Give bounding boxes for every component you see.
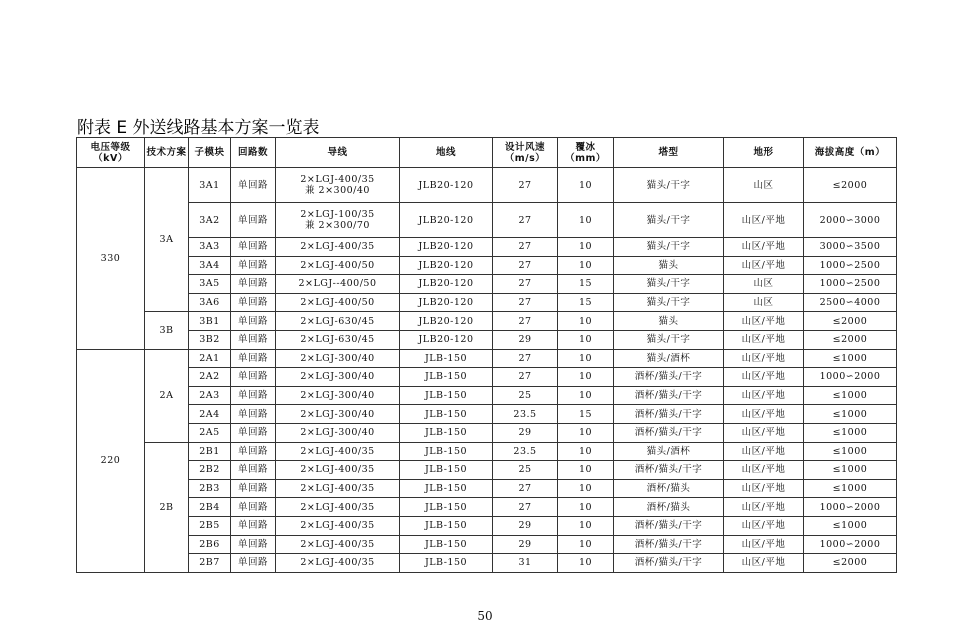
terrain-cell: 山区/平地	[724, 368, 804, 387]
wind-speed-cell: 27	[493, 479, 558, 498]
module-cell: 2B5	[189, 516, 231, 535]
wind-speed-cell: 29	[493, 330, 558, 349]
conductor-line: 2×LGJ-400/50	[300, 297, 375, 309]
conductor-line: 2×LGJ-400/35	[300, 520, 375, 532]
wind-speed-cell: 27	[493, 203, 558, 238]
terrain-cell: 山区/平地	[724, 256, 804, 275]
conductor-cell	[276, 386, 400, 405]
altitude-cell: ≤1000	[804, 349, 897, 368]
table-row	[77, 498, 897, 517]
tower-cell: 猫头	[614, 312, 724, 331]
table-row	[77, 275, 897, 294]
circuits-cell: 单回路	[231, 330, 276, 349]
module-cell: 2B6	[189, 535, 231, 554]
conductor-line: 2×LGJ-400/35	[300, 445, 375, 457]
wind-speed-cell: 29	[493, 535, 558, 554]
tower-cell: 酒杯/猫头/干字	[614, 516, 724, 535]
terrain-cell: 山区/平地	[724, 535, 804, 554]
tower-cell: 猫头/干字	[614, 168, 724, 203]
circuits-cell: 单回路	[231, 368, 276, 387]
module-cell: 2B2	[189, 461, 231, 480]
altitude-cell: 3000∽3500	[804, 238, 897, 257]
table-row	[77, 293, 897, 312]
conductor-cell	[276, 349, 400, 368]
altitude-cell: ≤1000	[804, 442, 897, 461]
conductor-cell	[276, 442, 400, 461]
conductor-cell	[276, 368, 400, 387]
module-cell: 3A3	[189, 238, 231, 257]
table-row	[77, 535, 897, 554]
altitude-cell: ≤1000	[804, 461, 897, 480]
table-row	[77, 349, 897, 368]
table-row	[77, 312, 897, 331]
altitude-cell: ≤1000	[804, 516, 897, 535]
ground-wire-cell: JLB-150	[400, 498, 493, 517]
table-row	[77, 238, 897, 257]
circuits-cell: 单回路	[231, 461, 276, 480]
conductor-cell	[276, 312, 400, 331]
header-voltage: 电压等级（kV）	[77, 138, 145, 168]
altitude-cell: ≤2000	[804, 554, 897, 573]
ice-cell: 10	[558, 203, 614, 238]
ground-wire-cell: JLB-150	[400, 386, 493, 405]
tower-cell: 酒杯/猫头/干字	[614, 368, 724, 387]
circuits-cell: 单回路	[231, 554, 276, 573]
ground-wire-cell: JLB20-120	[400, 238, 493, 257]
terrain-cell: 山区/平地	[724, 479, 804, 498]
table-row	[77, 423, 897, 442]
header-ground-wire: 地线	[400, 138, 493, 168]
terrain-cell: 山区	[724, 275, 804, 294]
ground-wire-cell: JLB-150	[400, 554, 493, 573]
altitude-cell: 1000∽2000	[804, 498, 897, 517]
scheme-cell: 2B	[145, 442, 189, 572]
conductor-line: 2×LGJ-630/45	[300, 315, 375, 327]
wind-speed-cell: 23.5	[493, 442, 558, 461]
wind-speed-cell: 27	[493, 293, 558, 312]
voltage-cell: 330	[77, 168, 145, 350]
circuits-cell: 单回路	[231, 238, 276, 257]
header-scheme: 技术方案	[145, 138, 189, 168]
ice-cell: 10	[558, 516, 614, 535]
conductor-cell	[276, 168, 400, 203]
circuits-cell: 单回路	[231, 293, 276, 312]
ground-wire-cell: JLB-150	[400, 349, 493, 368]
header-row	[77, 138, 897, 168]
tower-cell: 猫头/酒杯	[614, 442, 724, 461]
tower-cell: 酒杯/猫头	[614, 498, 724, 517]
table-row	[77, 256, 897, 275]
ground-wire-cell: JLB20-120	[400, 293, 493, 312]
ground-wire-cell: JLB-150	[400, 535, 493, 554]
voltage-cell: 220	[77, 349, 145, 572]
terrain-cell: 山区	[724, 293, 804, 312]
conductor-line: 2×LGJ-400/35	[300, 174, 375, 185]
circuits-cell: 单回路	[231, 386, 276, 405]
circuits-cell: 单回路	[231, 498, 276, 517]
table-row	[77, 368, 897, 387]
ground-wire-cell: JLB-150	[400, 368, 493, 387]
conductor-line: 2×LGJ-300/40	[300, 352, 375, 364]
table-row	[77, 330, 897, 349]
scheme-cell: 3A	[145, 168, 189, 312]
wind-speed-cell: 31	[493, 554, 558, 573]
altitude-cell: ≤1000	[804, 423, 897, 442]
tower-cell: 猫头	[614, 256, 724, 275]
tower-cell: 酒杯/猫头/干字	[614, 405, 724, 424]
wind-speed-cell: 27	[493, 368, 558, 387]
circuits-cell: 单回路	[231, 203, 276, 238]
ice-cell: 10	[558, 442, 614, 461]
conductor-cell	[276, 461, 400, 480]
circuits-cell: 单回路	[231, 349, 276, 368]
circuits-cell: 单回路	[231, 516, 276, 535]
conductor-line: 2×LGJ-400/35	[300, 557, 375, 569]
wind-speed-cell: 27	[493, 168, 558, 203]
ice-cell: 10	[558, 535, 614, 554]
circuits-cell: 单回路	[231, 405, 276, 424]
terrain-cell: 山区	[724, 168, 804, 203]
conductor-line: 2×LGJ-400/35	[300, 538, 375, 550]
header-module: 子模块	[189, 138, 231, 168]
wind-speed-cell: 23.5	[493, 405, 558, 424]
wind-speed-cell: 27	[493, 256, 558, 275]
conductor-cell	[276, 203, 400, 238]
module-cell: 3B2	[189, 330, 231, 349]
ice-cell: 10	[558, 168, 614, 203]
conductor-cell	[276, 423, 400, 442]
terrain-cell: 山区/平地	[724, 461, 804, 480]
ice-cell: 10	[558, 256, 614, 275]
header-circuits: 回路数	[231, 138, 276, 168]
ice-cell: 10	[558, 479, 614, 498]
altitude-cell: 1000∽2000	[804, 535, 897, 554]
circuits-cell: 单回路	[231, 479, 276, 498]
conductor-line: 2×LGJ-300/40	[300, 371, 375, 383]
transmission-line-table	[76, 137, 897, 573]
table-row	[77, 479, 897, 498]
conductor-line: 2×LGJ-400/35	[300, 501, 375, 513]
module-cell: 2B1	[189, 442, 231, 461]
wind-speed-cell: 27	[493, 275, 558, 294]
circuits-cell: 单回路	[231, 423, 276, 442]
circuits-cell: 单回路	[231, 442, 276, 461]
ground-wire-cell: JLB20-120	[400, 330, 493, 349]
module-cell: 3A4	[189, 256, 231, 275]
ice-cell: 10	[558, 554, 614, 573]
tower-cell: 猫头/酒杯	[614, 349, 724, 368]
wind-speed-cell: 27	[493, 238, 558, 257]
conductor-line: 2×LGJ-400/50	[300, 259, 375, 271]
table-title: 附表 E 外送线路基本方案一览表	[77, 118, 320, 138]
ice-cell: 10	[558, 386, 614, 405]
wind-speed-cell: 27	[493, 349, 558, 368]
tower-cell: 猫头/干字	[614, 330, 724, 349]
table-row	[77, 386, 897, 405]
module-cell: 2A4	[189, 405, 231, 424]
conductor-line: 2×LGJ-300/40	[300, 390, 375, 402]
ground-wire-cell: JLB-150	[400, 423, 493, 442]
tower-cell: 酒杯/猫头/干字	[614, 386, 724, 405]
terrain-cell: 山区/平地	[724, 349, 804, 368]
module-cell: 2A1	[189, 349, 231, 368]
terrain-cell: 山区/平地	[724, 330, 804, 349]
header-terrain: 地形	[724, 138, 804, 168]
wind-speed-cell: 25	[493, 461, 558, 480]
table-row	[77, 203, 897, 238]
wind-speed-cell: 29	[493, 423, 558, 442]
tower-cell: 猫头/干字	[614, 293, 724, 312]
module-cell: 2A5	[189, 423, 231, 442]
altitude-cell: ≤2000	[804, 312, 897, 331]
table-row	[77, 405, 897, 424]
ice-cell: 10	[558, 330, 614, 349]
header-wind-speed: 设计风速（m/s）	[493, 138, 558, 168]
header-altitude: 海拔高度（m）	[804, 138, 897, 168]
altitude-cell: ≤1000	[804, 386, 897, 405]
altitude-cell: 1000∽2500	[804, 275, 897, 294]
module-cell: 2B3	[189, 479, 231, 498]
module-cell: 3B1	[189, 312, 231, 331]
conductor-cell	[276, 479, 400, 498]
ice-cell: 10	[558, 461, 614, 480]
circuits-cell: 单回路	[231, 256, 276, 275]
ice-cell: 10	[558, 423, 614, 442]
conductor-cell	[276, 554, 400, 573]
wind-speed-cell: 29	[493, 516, 558, 535]
module-cell: 2A2	[189, 368, 231, 387]
conductor-line: 兼 2×300/70	[305, 220, 370, 231]
module-cell: 2B7	[189, 554, 231, 573]
tower-cell: 酒杯/猫头/干字	[614, 535, 724, 554]
conductor-line: 2×LGJ--400/50	[298, 278, 377, 290]
module-cell: 2B4	[189, 498, 231, 517]
table-row	[77, 516, 897, 535]
conductor-cell	[276, 516, 400, 535]
table-row	[77, 168, 897, 203]
ice-cell: 15	[558, 293, 614, 312]
ground-wire-cell: JLB20-120	[400, 275, 493, 294]
table-row	[77, 442, 897, 461]
ground-wire-cell: JLB-150	[400, 479, 493, 498]
conductor-cell	[276, 498, 400, 517]
scheme-cell: 2A	[145, 349, 189, 442]
conductor-line: 2×LGJ-300/40	[300, 408, 375, 420]
table-body	[77, 168, 897, 573]
circuits-cell: 单回路	[231, 275, 276, 294]
terrain-cell: 山区/平地	[724, 203, 804, 238]
conductor-cell	[276, 535, 400, 554]
ice-cell: 10	[558, 312, 614, 331]
terrain-cell: 山区/平地	[724, 405, 804, 424]
terrain-cell: 山区/平地	[724, 516, 804, 535]
conductor-cell	[276, 330, 400, 349]
terrain-cell: 山区/平地	[724, 554, 804, 573]
wind-speed-cell: 27	[493, 312, 558, 331]
scheme-cell: 3B	[145, 312, 189, 349]
ice-cell: 10	[558, 368, 614, 387]
conductor-line: 2×LGJ-400/35	[300, 483, 375, 495]
terrain-cell: 山区/平地	[724, 442, 804, 461]
conductor-line: 2×LGJ-400/35	[300, 241, 375, 253]
altitude-cell: 1000∽2000	[804, 368, 897, 387]
conductor-line: 2×LGJ-300/40	[300, 427, 375, 439]
table-row	[77, 554, 897, 573]
ground-wire-cell: JLB20-120	[400, 168, 493, 203]
conductor-line: 2×LGJ-100/35	[300, 209, 375, 220]
altitude-cell: 1000∽2500	[804, 256, 897, 275]
terrain-cell: 山区/平地	[724, 238, 804, 257]
ice-cell: 15	[558, 405, 614, 424]
altitude-cell: ≤2000	[804, 168, 897, 203]
altitude-cell: ≤1000	[804, 479, 897, 498]
conductor-cell	[276, 293, 400, 312]
tower-cell: 猫头/干字	[614, 203, 724, 238]
ice-cell: 10	[558, 498, 614, 517]
module-cell: 3A2	[189, 203, 231, 238]
tower-cell: 酒杯/猫头	[614, 479, 724, 498]
tower-cell: 猫头/干字	[614, 238, 724, 257]
conductor-line: 2×LGJ-400/35	[300, 464, 375, 476]
altitude-cell: ≤2000	[804, 330, 897, 349]
terrain-cell: 山区/平地	[724, 423, 804, 442]
altitude-cell: 2500∽4000	[804, 293, 897, 312]
header-ice: 覆冰（mm）	[558, 138, 614, 168]
page-number: 50	[477, 609, 493, 623]
conductor-line: 2×LGJ-630/45	[300, 334, 375, 346]
tower-cell: 酒杯/猫头/干字	[614, 423, 724, 442]
ground-wire-cell: JLB20-120	[400, 312, 493, 331]
module-cell: 3A1	[189, 168, 231, 203]
conductor-cell	[276, 238, 400, 257]
tower-cell: 酒杯/猫头/干字	[614, 554, 724, 573]
ice-cell: 15	[558, 275, 614, 294]
ground-wire-cell: JLB20-120	[400, 256, 493, 275]
altitude-cell: 2000∽3000	[804, 203, 897, 238]
ground-wire-cell: JLB20-120	[400, 203, 493, 238]
module-cell: 3A5	[189, 275, 231, 294]
header-tower: 塔型	[614, 138, 724, 168]
ground-wire-cell: JLB-150	[400, 442, 493, 461]
conductor-cell	[276, 275, 400, 294]
terrain-cell: 山区/平地	[724, 312, 804, 331]
ice-cell: 10	[558, 349, 614, 368]
table-row	[77, 461, 897, 480]
module-cell: 3A6	[189, 293, 231, 312]
header-conductor: 导线	[276, 138, 400, 168]
conductor-cell	[276, 256, 400, 275]
circuits-cell: 单回路	[231, 535, 276, 554]
circuits-cell: 单回路	[231, 168, 276, 203]
terrain-cell: 山区/平地	[724, 498, 804, 517]
ground-wire-cell: JLB-150	[400, 405, 493, 424]
conductor-line: 兼 2×300/40	[305, 185, 370, 196]
ice-cell: 10	[558, 238, 614, 257]
ground-wire-cell: JLB-150	[400, 461, 493, 480]
altitude-cell: ≤1000	[804, 405, 897, 424]
conductor-cell	[276, 405, 400, 424]
terrain-cell: 山区/平地	[724, 386, 804, 405]
module-cell: 2A3	[189, 386, 231, 405]
wind-speed-cell: 25	[493, 386, 558, 405]
wind-speed-cell: 27	[493, 498, 558, 517]
ground-wire-cell: JLB-150	[400, 516, 493, 535]
tower-cell: 猫头/干字	[614, 275, 724, 294]
tower-cell: 酒杯/猫头/干字	[614, 461, 724, 480]
circuits-cell: 单回路	[231, 312, 276, 331]
